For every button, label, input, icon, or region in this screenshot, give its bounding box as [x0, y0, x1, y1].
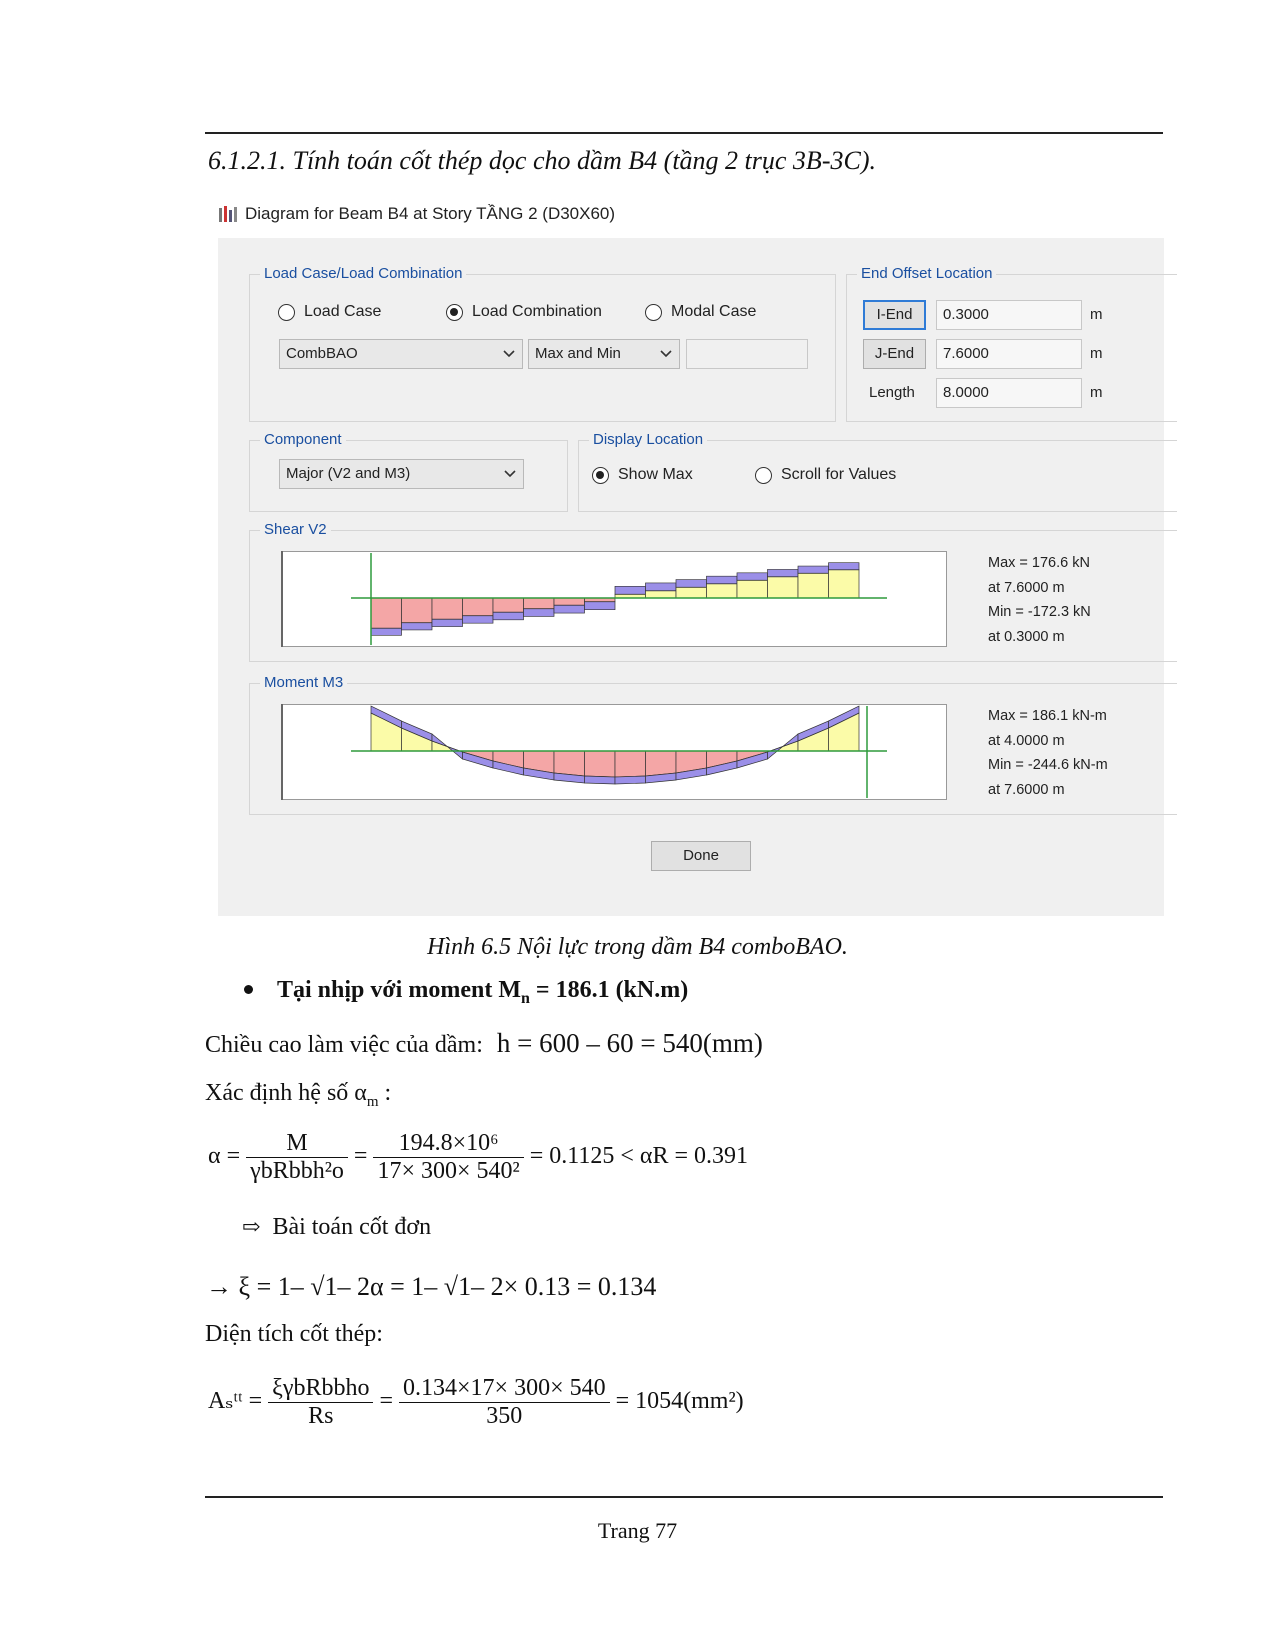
shear-min-at: at 0.3000 m: [988, 628, 1065, 645]
moment-max-at: at 4.0000 m: [988, 732, 1065, 749]
area-frac-numeric: [399, 1375, 610, 1430]
moment-max: Max = 186.1 kN-m: [988, 708, 1107, 724]
working-height-formula: h = 600 – 60 = 540(mm): [496, 1028, 763, 1058]
radio-show-max-label: Show Max: [618, 466, 693, 483]
moment-min: Min = -244.6 kN-m: [988, 757, 1108, 773]
shear-envelope-band: [646, 583, 677, 591]
alpha-label: Xác định hệ số α: [205, 1080, 367, 1106]
window-title: Diagram for Beam B4 at Story TẦNG 2 (D30X60): [245, 204, 616, 223]
envelope-select[interactable]: [528, 339, 680, 369]
moment-segment: [646, 751, 677, 776]
area-frac2-num: 0.134×17× 300× 540: [399, 1375, 610, 1403]
shear-group-title: Shear V2: [260, 521, 331, 538]
display-location-group: [578, 431, 1177, 512]
alpha-label-sub: m: [366, 1093, 379, 1110]
radio-modal-case-label: Modal Case: [671, 303, 757, 320]
shear-min: Min = -172.3 kN: [988, 604, 1091, 620]
shear-envelope-band: [463, 616, 494, 623]
shear-envelope-band: [371, 628, 402, 635]
radio-scroll-values-label: Scroll for Values: [781, 466, 897, 483]
radio-show-max[interactable]: [592, 466, 693, 484]
moment-group: [249, 674, 1177, 815]
load-combination-value: CombBAO: [286, 345, 358, 362]
mode-number-field[interactable]: [686, 339, 808, 369]
shear-results: [988, 551, 1091, 649]
single-problem-text: Bài toán cốt đơn: [272, 1214, 432, 1240]
alpha-frac-symbolic: [246, 1130, 348, 1185]
shear-segment-positive: [829, 570, 860, 598]
shear-envelope-band: [524, 609, 555, 617]
radio-scroll-values[interactable]: [755, 466, 896, 484]
shear-segment-negative: [493, 598, 524, 612]
shear-envelope-band: [798, 566, 829, 573]
header-rule: [205, 132, 1163, 134]
diagram-dialog: [218, 238, 1164, 916]
end-offset-group-title: End Offset Location: [857, 265, 996, 282]
component-select[interactable]: [279, 459, 524, 489]
arrow-right-icon: ⇨: [242, 1214, 261, 1239]
footer-rule: [205, 1496, 1163, 1498]
radio-load-combination[interactable]: [446, 303, 602, 321]
done-button[interactable]: Done: [651, 841, 751, 871]
shear-envelope-band: [615, 586, 646, 594]
area-frac2-den: 350: [486, 1403, 523, 1429]
moment-results: [988, 704, 1108, 802]
bullet-dot: [244, 985, 253, 994]
single-problem-line: [242, 1214, 431, 1241]
xi-formula: → ξ = 1– √1– 2α = 1– √1– 2× 0.13 = 0.134: [206, 1272, 657, 1301]
area-eq-result: = 1054(mm²): [615, 1388, 744, 1415]
bullet-sub: n: [520, 989, 530, 1007]
shear-max: Max = 176.6 kN: [988, 555, 1090, 571]
load-case-group-title: Load Case/Load Combination: [260, 265, 466, 282]
chevron-down-icon: [503, 467, 517, 481]
alpha-eq-lhs: α =: [208, 1143, 241, 1170]
shear-envelope-band: [432, 619, 463, 626]
load-combination-select[interactable]: [279, 339, 523, 369]
moment-diagram: [281, 704, 947, 800]
shear-envelope-band: [493, 612, 524, 620]
window-title-bar: [218, 204, 615, 224]
moment-envelope-band: [585, 776, 616, 784]
moment-min-at: at 7.6000 m: [988, 781, 1065, 798]
radio-modal-case[interactable]: [645, 303, 756, 321]
shear-plot-left-edge: [281, 551, 283, 647]
alpha-frac1-num: M: [246, 1130, 348, 1158]
radio-show-max-circle[interactable]: [592, 467, 609, 484]
radio-load-case-label: Load Case: [304, 303, 382, 320]
page-footer: Trang 77: [597, 1518, 678, 1543]
i-end-unit: m: [1090, 306, 1103, 323]
chevron-down-icon: [659, 347, 673, 361]
area-frac1-den: Rs: [308, 1403, 334, 1429]
length-label: Length: [869, 384, 915, 401]
area-frac-symbolic: [268, 1375, 373, 1430]
alpha-label-end: :: [378, 1080, 392, 1106]
end-offset-group: [846, 265, 1177, 422]
working-height-label: Chiều cao làm việc của dầm:: [205, 1032, 483, 1058]
j-end-button[interactable]: J-End: [863, 339, 926, 369]
shear-segment-negative: [402, 598, 433, 623]
shear-envelope-band: [676, 580, 707, 588]
chevron-down-icon: [502, 347, 516, 361]
radio-scroll-values-circle[interactable]: [755, 467, 772, 484]
shear-envelope-band: [585, 602, 616, 610]
figure-caption: Hình 6.5 Nội lực trong dầm B4 comboBAO.: [427, 934, 848, 960]
alpha-label-line: [205, 1080, 391, 1111]
working-height-line: [205, 1028, 763, 1059]
radio-load-combination-circle[interactable]: [446, 304, 463, 321]
component-group-title: Component: [260, 431, 346, 448]
envelope-value: Max and Min: [535, 345, 621, 362]
alpha-equation: α = $\frac{M}{\text{γbRbbh²o}}$ = $\frac{\text{194.8×10⁶}}{\text{17× 300× 540²}}$ = 0.1125 < αR = 0.391: [208, 1130, 749, 1184]
moment-plot-left-edge: [281, 704, 283, 800]
area-eq-lhs: Aₛᵗᵗ =: [208, 1388, 263, 1415]
j-end-unit: m: [1090, 345, 1103, 362]
moment-segment: [615, 751, 646, 777]
shear-segment-positive: [707, 584, 738, 598]
area-frac1-num: ξγbRbbho: [268, 1375, 373, 1403]
shear-segment-negative: [463, 598, 494, 616]
moment-envelope-band: [615, 776, 646, 784]
load-case-group: [249, 265, 836, 422]
j-end-field[interactable]: 7.6000: [936, 339, 1082, 369]
moment-segment: [585, 751, 616, 777]
i-end-field[interactable]: 0.3000: [936, 300, 1082, 330]
component-value: Major (V2 and M3): [286, 465, 411, 482]
shear-max-at: at 7.6000 m: [988, 579, 1065, 596]
shear-segment-positive: [768, 577, 799, 598]
shear-envelope-band: [768, 569, 799, 576]
shear-segment-positive: [676, 587, 707, 598]
shear-diagram: [281, 551, 947, 647]
alpha-frac-numeric: [373, 1130, 523, 1185]
shear-segment-negative: [554, 598, 585, 605]
area-label: Diện tích cốt thép:: [205, 1321, 383, 1347]
radio-load-case-circle[interactable]: [278, 304, 295, 321]
alpha-frac2-den: 17× 300× 540²: [377, 1158, 520, 1184]
shear-segment-positive: [798, 573, 829, 598]
shear-group: [249, 521, 1177, 662]
area-equation: Aₛᵗᵗ = $\frac{\text{ξγbRbbho}}{Rs}$ = $\frac{0.134\times 17\times 300\times 540}{350}$ = 1054(mm²): [208, 1375, 744, 1429]
i-end-button[interactable]: I-End: [863, 300, 926, 330]
shear-envelope-band: [829, 563, 860, 570]
bullet-rest: = 186.1 (kN.m): [529, 977, 689, 1003]
shear-segment-negative: [524, 598, 555, 609]
shear-segment-negative: [432, 598, 463, 619]
radio-load-case[interactable]: [278, 303, 381, 321]
shear-envelope-band: [402, 623, 433, 630]
bullet-text: Tại nhịp với moment M: [277, 977, 521, 1003]
section-heading: 6.1.2.1. Tính toán cốt thép dọc cho dầm B4 (tầng 2 trục 3B-3C).: [208, 146, 876, 175]
alpha-frac2-num: 194.8×10⁶: [373, 1130, 523, 1158]
shear-envelope-band: [554, 605, 585, 613]
shear-envelope-band: [737, 573, 768, 580]
alpha-frac1-den: γbRbbh²o: [250, 1158, 344, 1184]
app-icon: [218, 204, 238, 224]
moment-group-title: Moment M3: [260, 674, 347, 691]
length-unit: m: [1090, 384, 1103, 401]
radio-modal-case-circle[interactable]: [645, 304, 662, 321]
alpha-eq-result: = 0.1125 < αR = 0.391: [529, 1143, 749, 1170]
shear-segment-positive: [646, 591, 677, 598]
display-location-group-title: Display Location: [589, 431, 707, 448]
component-group: [249, 431, 568, 512]
moment-segment: [554, 751, 585, 776]
radio-load-combination-label: Load Combination: [472, 303, 602, 320]
length-field: 8.0000: [936, 378, 1082, 408]
shear-segment-positive: [737, 580, 768, 598]
shear-envelope-band: [707, 576, 738, 584]
shear-segment-negative: [371, 598, 402, 628]
bullet-item: [244, 977, 688, 1008]
